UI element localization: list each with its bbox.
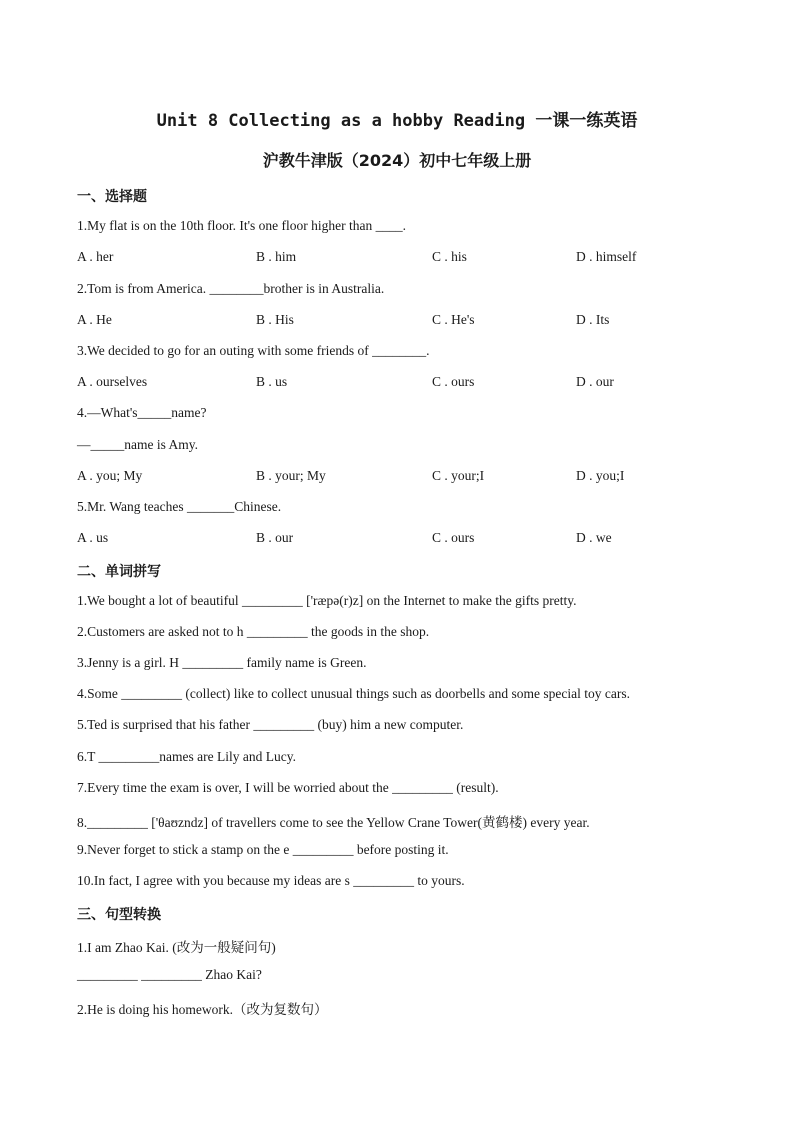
question-5-stem: 5.Mr. Wang teaches _______Chinese. [77, 499, 282, 514]
transform-item: 1.I am Zhao Kai. (改为一般疑问句) [77, 940, 276, 955]
spelling-item: 1.We bought a lot of beautiful _________ ['ræpə(r)z] on the Internet to make the gifts pretty. [77, 593, 577, 608]
q5-option-c: C . ours [432, 530, 475, 545]
spelling-item: 2.Customers are asked not to h _________ the goods in the shop. [77, 624, 430, 639]
q2-option-b: B . His [256, 312, 294, 327]
q4-option-c: C . your;I [432, 468, 485, 483]
q5-option-b: B . our [256, 530, 294, 545]
q4-option-a: A . you; My [77, 468, 143, 483]
q3-option-a: A . ourselves [77, 374, 148, 389]
spelling-item: 6.T _________names are Lily and Lucy. [77, 749, 296, 764]
q3-option-c: C . ours [432, 374, 475, 389]
spelling-item: 3.Jenny is a girl. H _________ family name is Green. [77, 655, 367, 670]
section-2-heading: 二、单词拼写 [77, 564, 161, 580]
q3-option-d: D . our [576, 374, 614, 389]
q3-option-b: B . us [256, 374, 288, 389]
question-3-stem: 3.We decided to go for an outing with some friends of ________. [77, 343, 430, 358]
transform-item: 2.He is doing his homework.（改为复数句） [77, 1002, 328, 1017]
q4-option-d: D . you;I [576, 468, 625, 483]
section-1-heading: 一、选择题 [77, 189, 147, 205]
q5-option-d: D . we [576, 530, 612, 545]
section-3-heading: 三、句型转换 [77, 907, 161, 923]
spelling-item: 10.In fact, I agree with you because my ideas are s _________ to yours. [77, 873, 465, 888]
q5-option-a: A . us [77, 530, 109, 545]
title-line-1: Unit 8 Collecting as a hobby Reading 一课一练英语 [156, 111, 638, 131]
spelling-item: 5.Ted is surprised that his father _________ (buy) him a new computer. [77, 717, 464, 732]
q1-option-b: B . him [256, 249, 297, 264]
transform-item: _________ _________ Zhao Kai? [77, 967, 262, 982]
question-4-stem: 4.—What's_____name? [77, 405, 207, 420]
spelling-item: 7.Every time the exam is over, I will be worried about the _________ (result). [77, 780, 499, 795]
q1-option-d: D . himself [576, 249, 637, 264]
spelling-item: 8._________ ['θaʊzndz] of travellers come to see the Yellow Crane Tower(黄鹤楼) every year. [77, 815, 590, 830]
spelling-item: 4.Some _________ (collect) like to collect unusual things such as doorbells and some special toy cars. [77, 686, 631, 701]
q1-option-a: A . her [77, 249, 114, 264]
q2-option-a: A . He [77, 312, 112, 327]
q4-option-b: B . your; My [256, 468, 326, 483]
title-line-2: 沪教牛津版（2024）初中七年级上册 [262, 151, 532, 170]
q2-option-d: D . Its [576, 312, 610, 327]
q2-option-c: C . He's [432, 312, 475, 327]
spelling-item: 9.Never forget to stick a stamp on the e _________ before posting it. [77, 842, 449, 857]
question-4-stem-2: —_____name is Amy. [77, 437, 198, 452]
question-1-stem: 1.My flat is on the 10th floor. It's one floor higher than ____. [77, 218, 407, 233]
question-2-stem: 2.Tom is from America. ________brother is in Australia. [77, 281, 385, 296]
q1-option-c: C . his [432, 249, 467, 264]
